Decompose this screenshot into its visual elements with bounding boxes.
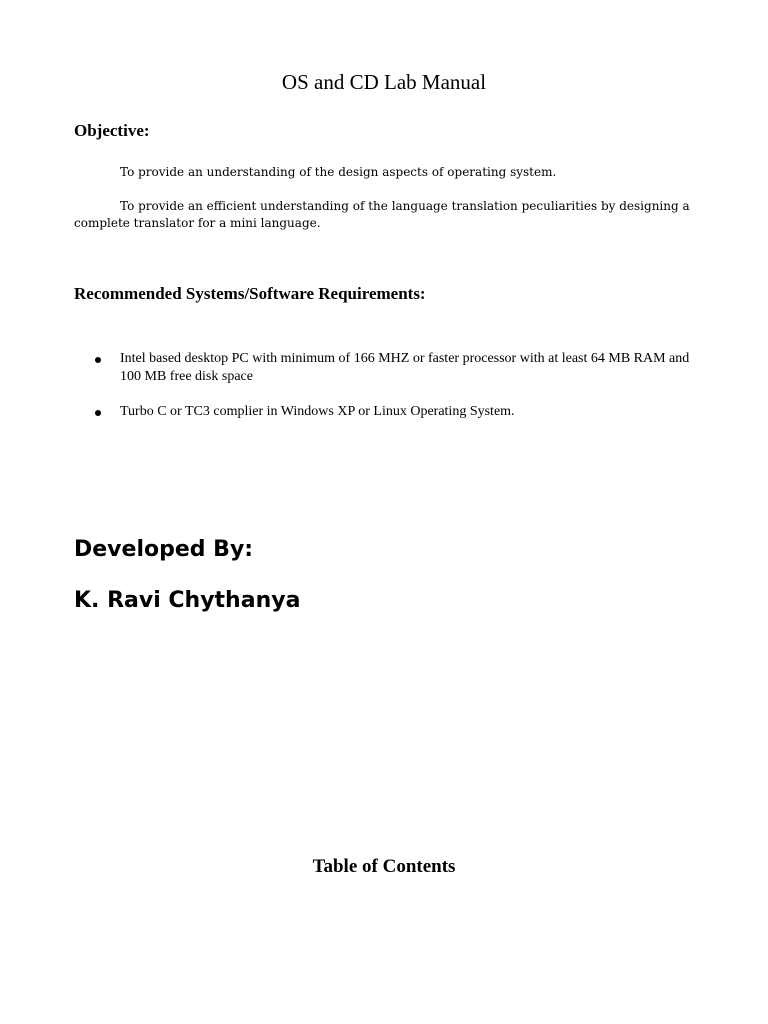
objective-heading: Objective: [74,121,150,140]
objective-paragraph-1 [74,164,700,181]
requirements-heading: Recommended Systems/Software Requirements: [74,284,426,303]
objective-paragraph-1-text: To provide an understanding of the design aspects of operating system. [120,165,557,179]
requirement-item [74,350,700,386]
requirements-list [74,350,700,438]
developer-name: K. Ravi Chythanya [74,588,301,613]
developed-by-label: Developed By: [74,537,254,562]
objective-paragraph-2 [74,198,700,232]
objective-paragraph-2-text: To provide an efficient understanding of the language translation peculiarities by designing a complete translator for a mini language. [74,199,690,230]
table-of-contents-title: Table of Contents [312,856,456,877]
bullet-icon [95,410,101,416]
requirement-item [74,403,700,421]
bullet-icon [95,357,101,363]
requirement-item-text: Turbo C or TC3 complier in Windows XP or Linux Operating System. [120,404,515,419]
document-title: OS and CD Lab Manual [281,70,487,94]
requirement-item-text: Intel based desktop PC with minimum of 166 MHZ or faster processor with at least 64 MB RAM and 100 MB free disk space [120,351,690,384]
